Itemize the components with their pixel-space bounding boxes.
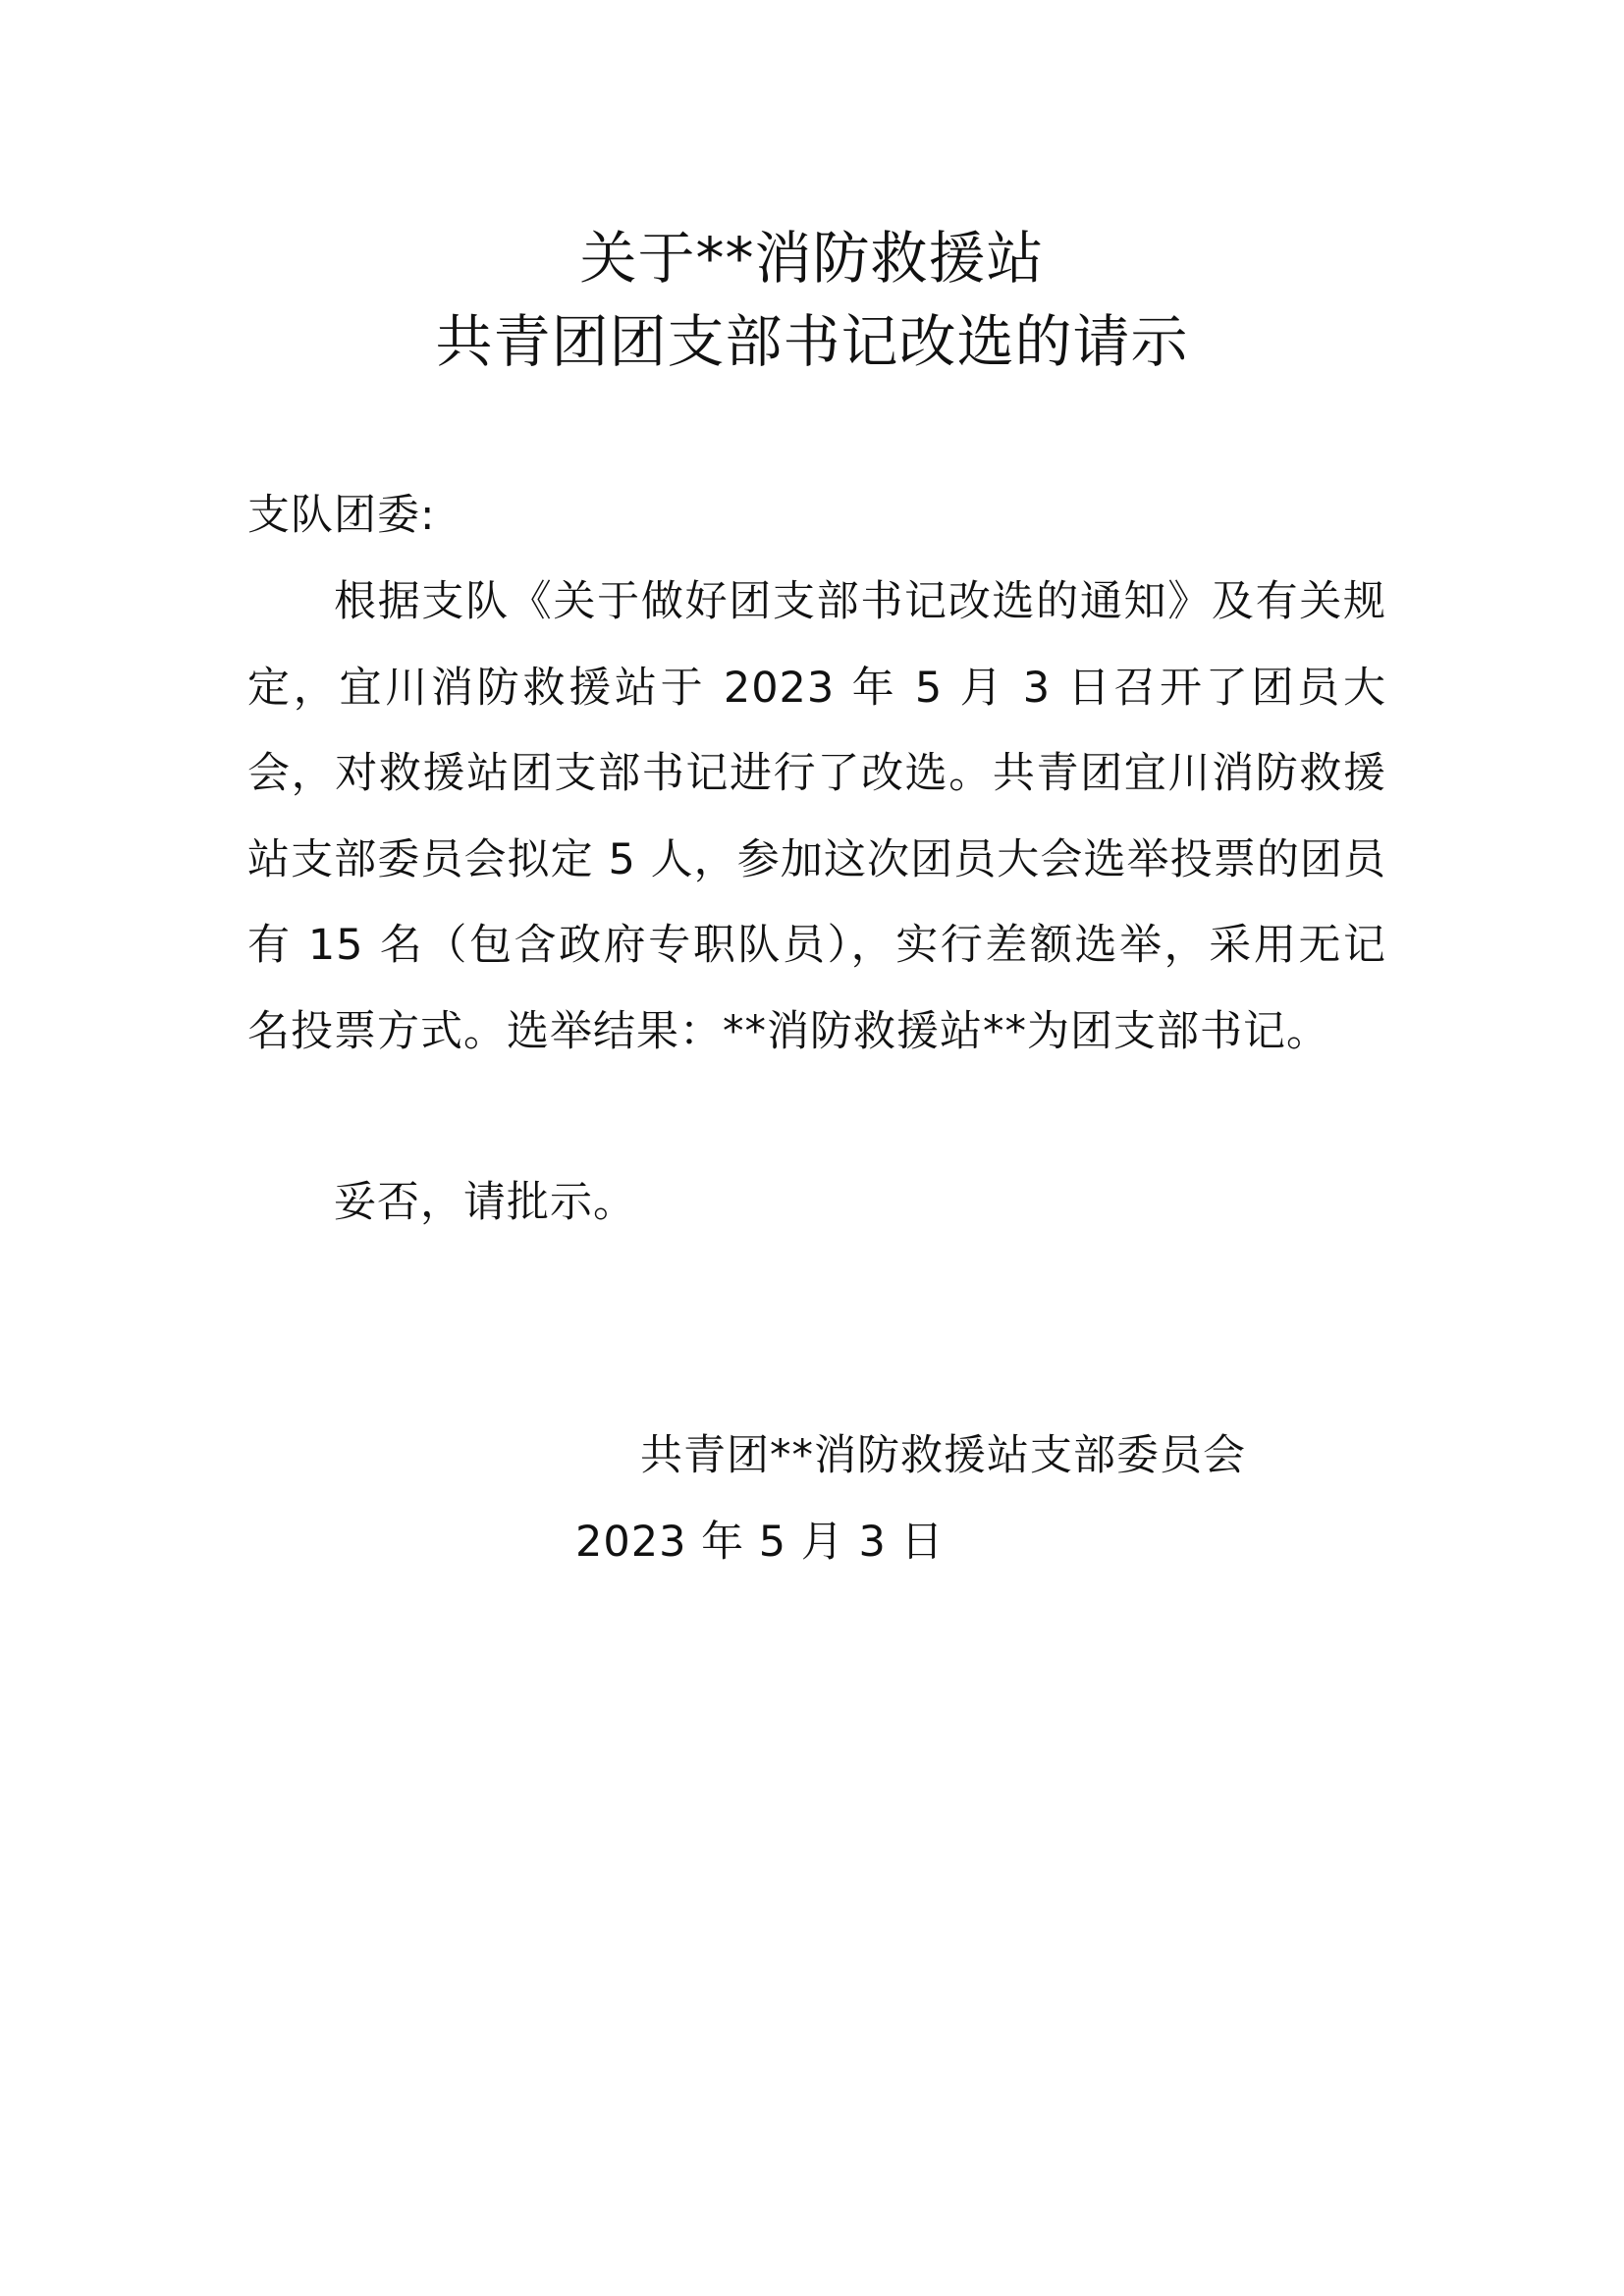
closing-line: 妥否，请批示。 <box>334 1178 636 1227</box>
document-title-line-1: 关于**消防救援站 <box>579 225 1045 292</box>
salutation: 支队团委: <box>247 491 436 540</box>
signature-date: 2023 年 5 月 3 日 <box>575 1518 945 1567</box>
body-paragraph: 根据支队《关于做好团支部书记改选的通知》及有关规定，宜川消防救援站于 2023 年 5 月 3 日召开了团员大会，对救援站团支部书记进行了改选。共青团宜川消防救援站支部委员会拟定 5 人，参加这次团员大会选举投票的团员有 15 名（包含政府专职队员），实行差额选举，采用无记名投票方式。选举结果：**消防救援站**为团支部书记。 <box>247 577 1386 1056</box>
signature-organization: 共青团**消防救援站支部委员会 <box>640 1431 1246 1480</box>
document-title-line-2: 共青团团支部书记改选的请示 <box>435 308 1189 375</box>
